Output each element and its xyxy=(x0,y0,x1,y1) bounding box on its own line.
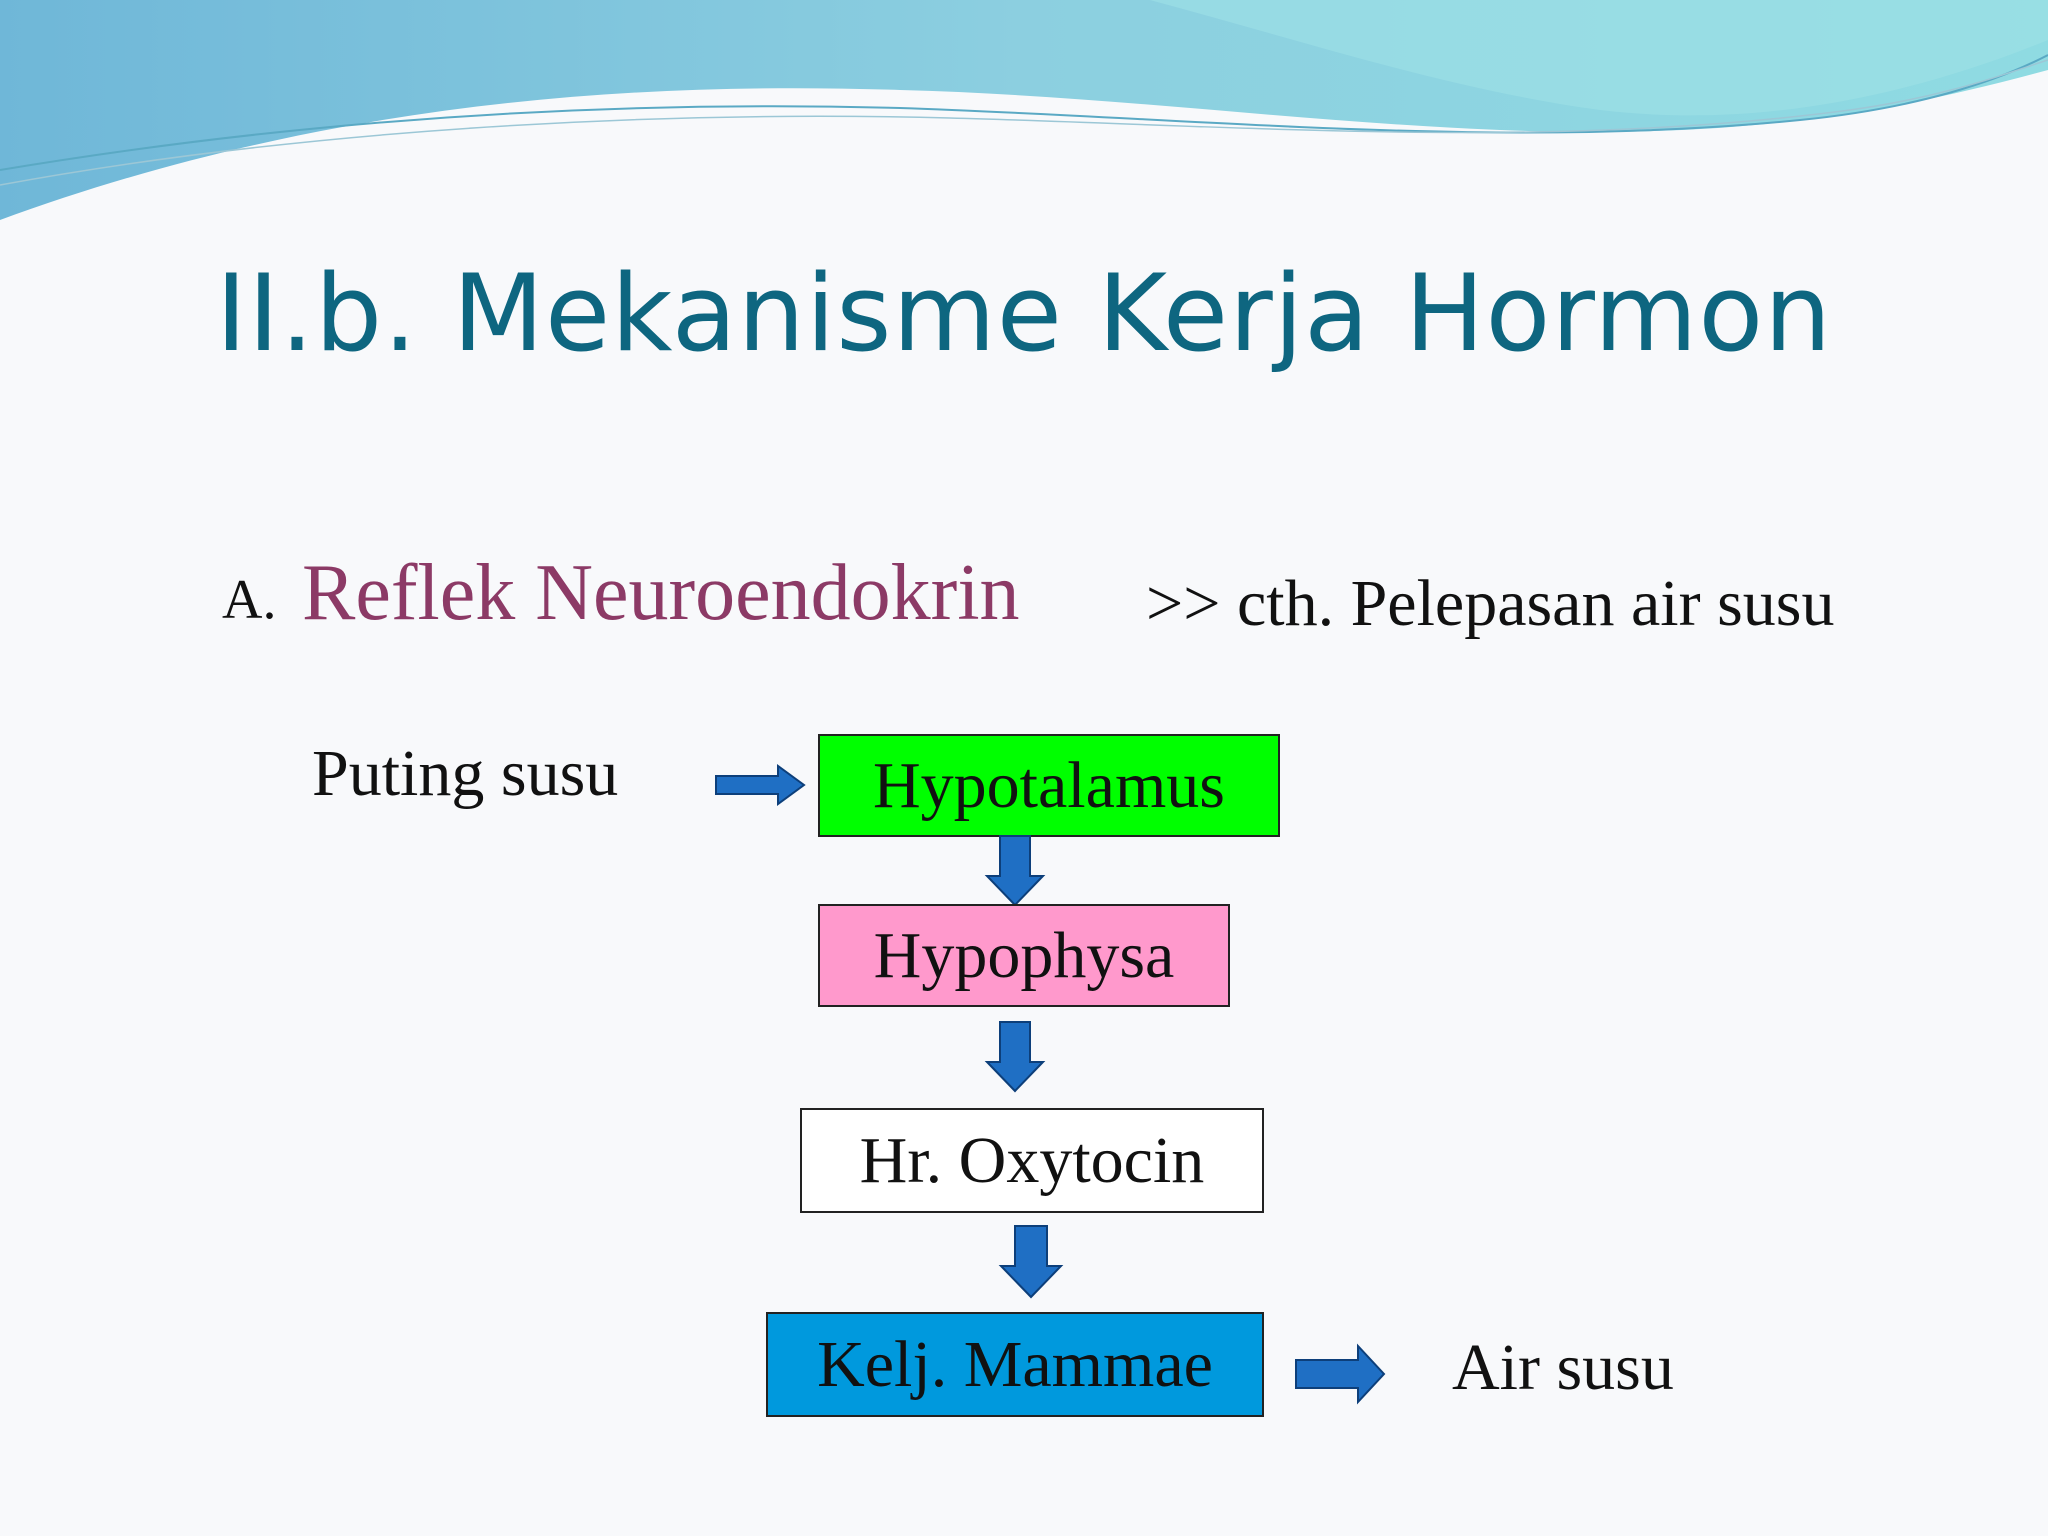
flow-step-label: Hr. Oxytocin xyxy=(859,1123,1205,1197)
end-label: Air susu xyxy=(1452,1331,1674,1404)
header-wave-decoration xyxy=(0,0,2048,260)
flow-step-label: Hypotalamus xyxy=(873,748,1225,822)
right-arrow-icon xyxy=(1296,1346,1386,1402)
flow-step-label: Kelj. Mammae xyxy=(817,1327,1213,1401)
slide-title: II.b. Mekanisme Kerja Hormon xyxy=(215,252,1833,375)
subsection-letter: A. xyxy=(222,569,277,631)
flow-step-hr-oxytocin xyxy=(800,1108,1264,1213)
down-arrow-icon xyxy=(986,1022,1044,1092)
down-arrow-icon xyxy=(1000,1226,1062,1298)
flow-step-kelj-mammae xyxy=(766,1312,1264,1417)
start-label: Puting susu xyxy=(312,737,619,810)
right-arrow-icon xyxy=(716,766,806,804)
flow-step-hypotalamus xyxy=(818,734,1280,837)
flow-step-label: Hypophysa xyxy=(873,918,1175,992)
subsection-heading: Reflek Neuroendokrin xyxy=(302,549,1020,637)
flow-step-hypophysa xyxy=(818,904,1230,1007)
down-arrow-icon xyxy=(986,836,1044,906)
subsection-example: >> cth. Pelepasan air susu xyxy=(1146,567,1835,640)
